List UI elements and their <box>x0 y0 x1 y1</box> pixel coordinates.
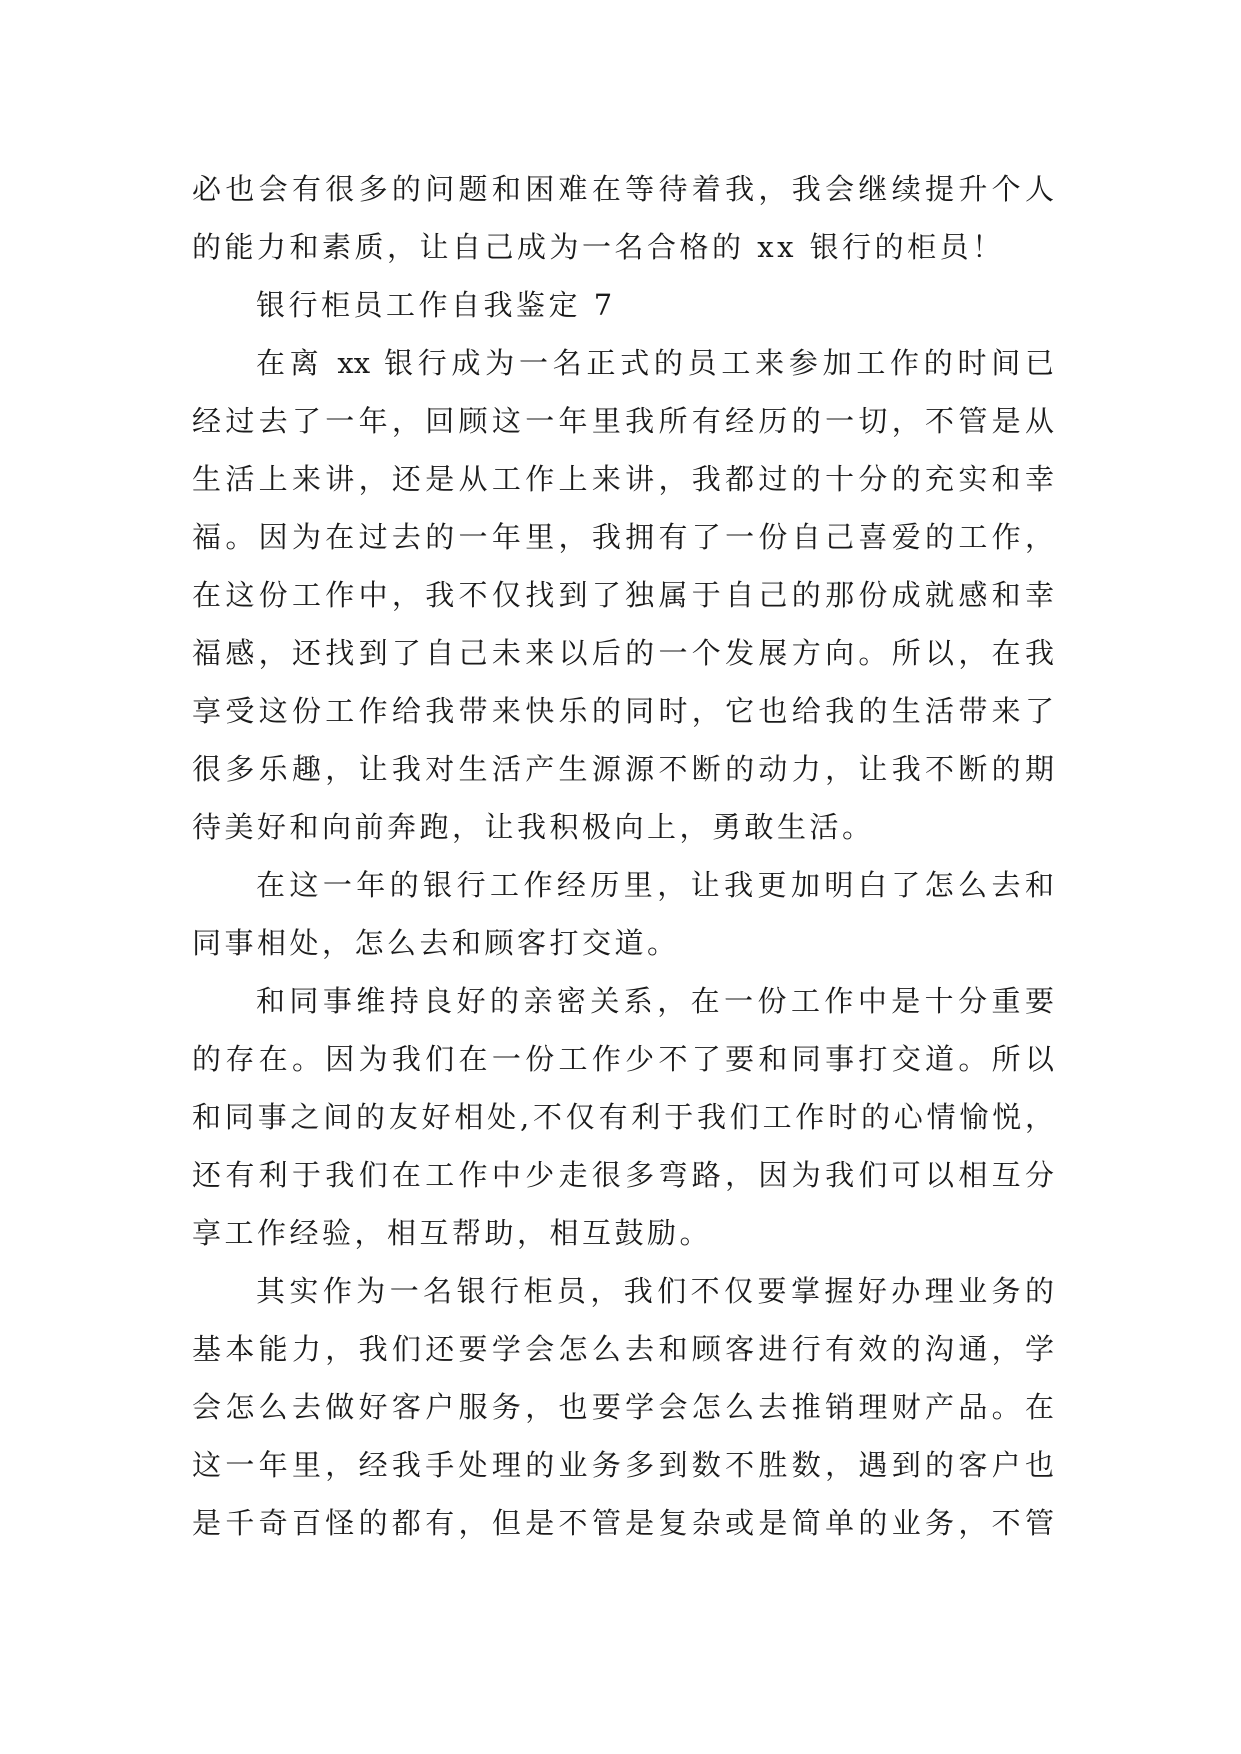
document-page <box>192 160 1054 1552</box>
text-line: 的存在。因为我们在一份工作少不了要和同事打交道。所以 <box>192 1042 1054 1076</box>
text-line: 福感，还找到了自己未来以后的一个发展方向。所以，在我 <box>192 636 1054 670</box>
text-line: 会怎么去做好客户服务，也要学会怎么去推销理财产品。在 <box>192 1390 1054 1424</box>
text-line: 基本能力，我们还要学会怎么去和顾客进行有效的沟通，学 <box>192 1332 1054 1366</box>
text-line: 必也会有很多的问题和困难在等待着我，我会继续提升个人 <box>192 172 1054 206</box>
text-line: 这一年里，经我手处理的业务多到数不胜数，遇到的客户也 <box>192 1448 1054 1482</box>
text-line: 在离 xx 银行成为一名正式的员工来参加工作的时间已 <box>256 346 1054 380</box>
text-line: 待美好和向前奔跑，让我积极向上，勇敢生活。 <box>192 810 875 844</box>
text-line: 享工作经验，相互帮助，相互鼓励。 <box>192 1216 713 1250</box>
text-line: 还有利于我们在工作中少走很多弯路，因为我们可以相互分 <box>192 1158 1054 1192</box>
text-line: 的能力和素质，让自己成为一名合格的 xx 银行的柜员！ <box>192 230 1005 264</box>
text-line: 是千奇百怪的都有，但是不管是复杂或是简单的业务，不管 <box>192 1506 1054 1540</box>
text-line: 和同事之间的友好相处,不仅有利于我们工作时的心情愉悦， <box>192 1100 1054 1134</box>
text-line: 享受这份工作给我带来快乐的同时，它也给我的生活带来了 <box>192 694 1054 728</box>
text-line: 经过去了一年，回顾这一年里我所有经历的一切，不管是从 <box>192 404 1054 438</box>
text-line: 在这份工作中，我不仅找到了独属于自己的那份成就感和幸 <box>192 578 1054 612</box>
text-line: 和同事维持良好的亲密关系，在一份工作中是十分重要 <box>256 984 1054 1018</box>
section-heading: 银行柜员工作自我鉴定 7 <box>256 288 616 322</box>
text-line: 很多乐趣，让我对生活产生源源不断的动力，让我不断的期 <box>192 752 1054 786</box>
text-line: 福。因为在过去的一年里，我拥有了一份自己喜爱的工作， <box>192 520 1054 554</box>
text-line: 同事相处，怎么去和顾客打交道。 <box>192 926 680 960</box>
text-line: 生活上来讲，还是从工作上来讲，我都过的十分的充实和幸 <box>192 462 1054 496</box>
text-line: 在这一年的银行工作经历里，让我更加明白了怎么去和 <box>256 868 1054 902</box>
text-line: 其实作为一名银行柜员，我们不仅要掌握好办理业务的 <box>256 1274 1054 1308</box>
